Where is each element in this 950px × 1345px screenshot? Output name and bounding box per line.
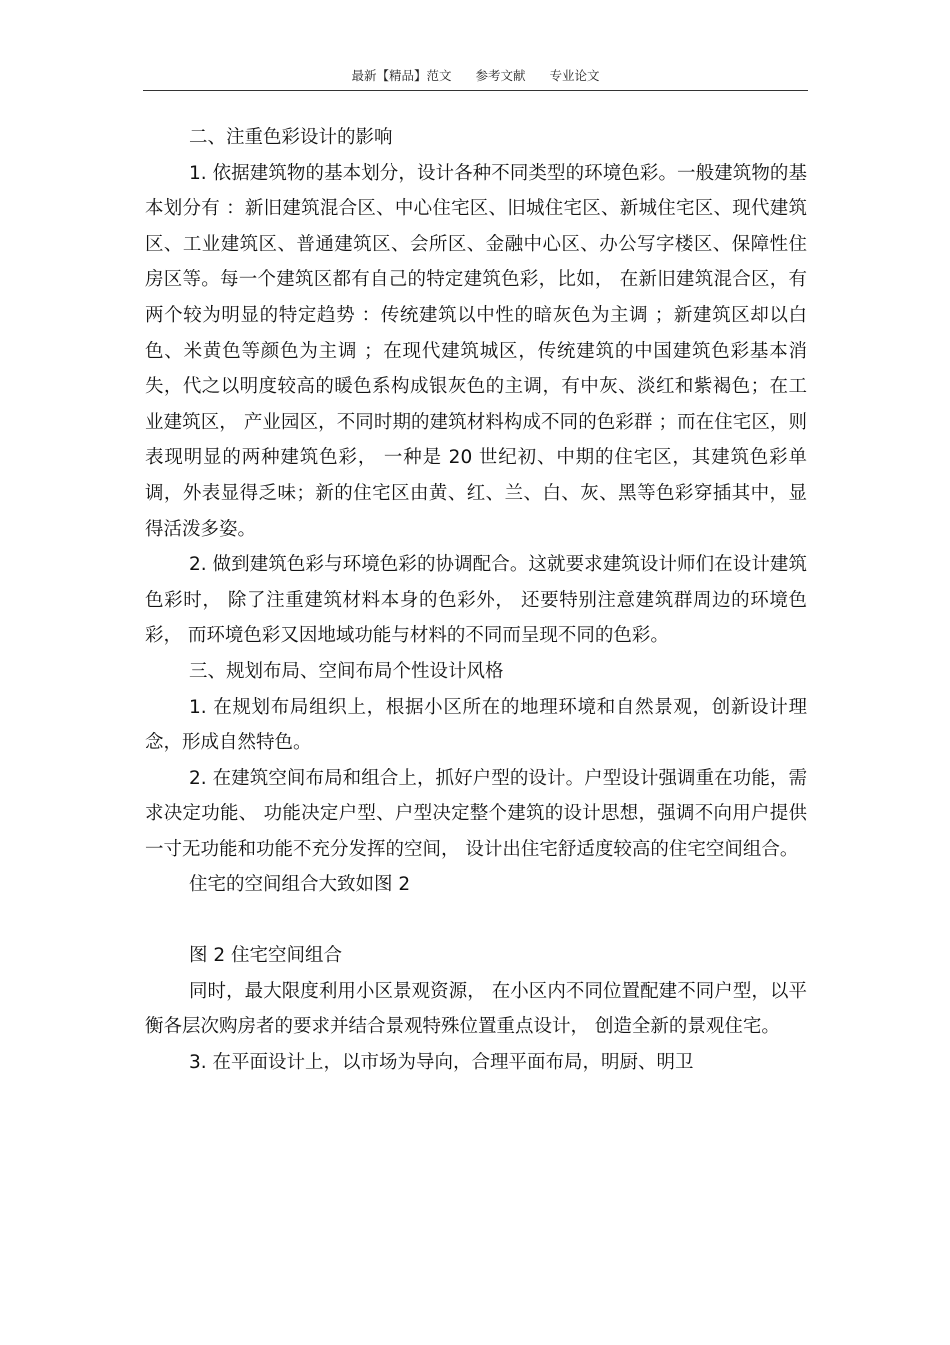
figure-caption: 图 2 住宅空间组合 <box>189 945 343 967</box>
paragraph-floor-plan: 3. 在平面设计上，以市场为导向，合理平面布局，明厨、明卫 <box>189 1051 694 1073</box>
section-heading-color: 二、注重色彩设计的影响 <box>189 127 393 148</box>
page-header <box>143 66 808 84</box>
paragraph-planning-layout: 1. 在规划布局组织上，根据小区所在的地理环境和自然景观，创新设计理念，形成自然特色。 <box>145 696 807 754</box>
paragraph-color-zones: 1. 依据建筑物的基本划分，设计各种不同类型的环境色彩。一般建筑物的基本划分有 ：新旧建筑混合区、中心住宅区、旧城住宅区、新城住宅区、现代建筑区、工业建筑区、普通建筑区、会所区、金融中心区、办公写字楼区、保障性住房区等。每一个建筑区都有自己的特定建筑色彩，比如， 在新旧建筑混合区，有两个较为明显的特定趋势 ：传统建筑以中性的暗灰色为主调 ；新建筑区却以白色、米黄色等颜色为主调 ；在现代建筑城区，传统建筑的中国建筑色彩基本消失，代之以明度较高的暖色系构成银灰色的主调，有中灰、淡红和紫褐色；在工业建筑区， 产业园区，不同时期的建筑材料构成不同的色彩群 ；而在住宅区，则表现明显的两种建筑色彩， 一种是 20 世纪初、中期的住宅区，其建筑色彩单调，外表显得乏味；新的住宅区由黄、红、兰、白、灰、黑等色彩穿插其中，显得活泼多姿。 <box>145 162 807 540</box>
header-divider <box>143 90 808 91</box>
header-item-latest: 最新【精品】范文 <box>351 68 452 83</box>
header-item-papers: 专业论文 <box>549 68 600 83</box>
header-item-references: 参考文献 <box>475 68 526 83</box>
paragraph-figure-reference: 住宅的空间组合大致如图 2 <box>189 874 411 896</box>
paragraph-landscape-resources: 同时，最大限度利用小区景观资源， 在小区内不同位置配建不同户型，以平衡各层次购房者的要求并结合景观特殊位置重点设计， 创造全新的景观住宅。 <box>145 980 807 1038</box>
section-heading-layout: 三、规划布局、空间布局个性设计风格 <box>189 660 504 682</box>
figure-placeholder <box>145 903 807 938</box>
document-body <box>145 120 807 1080</box>
paragraph-color-coordination: 2. 做到建筑色彩与环境色彩的协调配合。这就要求建筑设计师们在设计建筑色彩时， 除了注重建筑材料本身的色彩外， 还要特别注意建筑群周边的环境色彩， 而环境色彩又因地域功能与材料的不同而呈现不同的色彩。 <box>145 554 807 647</box>
paragraph-space-layout: 2. 在建筑空间布局和组合上，抓好户型的设计。户型设计强调重在功能，需求决定功能、 功能决定户型、户型决定整个建筑的设计思想，强调不向用户提供一寸无功能和功能不充分发挥的空间， 设计出住宅舒适度较高的住宅空间组合。 <box>145 767 807 860</box>
